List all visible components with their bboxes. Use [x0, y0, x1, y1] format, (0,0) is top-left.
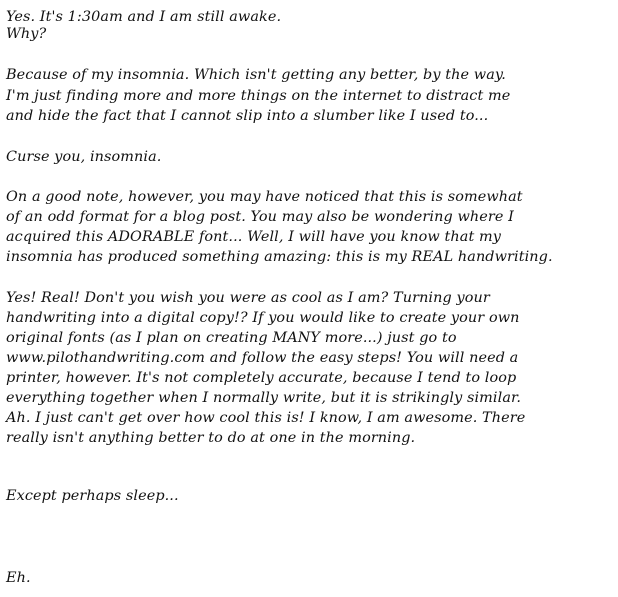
text-line: and hide the fact that I cannot slip into a slumber like I used to...	[6, 108, 489, 124]
text-line: everything together when I normally write, but it is strikingly similar.	[6, 390, 522, 406]
text-line: handwriting into a digital copy!? If you would like to create your own	[6, 310, 520, 326]
text-line: acquired this ADORABLE font... Well, I will have you know that my	[6, 229, 501, 245]
text-line: Except perhaps sleep...	[6, 488, 179, 504]
text-line: Eh.	[6, 570, 31, 586]
text-line: Because of my insomnia. Which isn't getting any better, by the way.	[6, 67, 506, 83]
text-line: Ah. I just can't get over how cool this is! I know, I am awesome. There	[6, 410, 526, 426]
text-line: printer, however. It's not completely accurate, because I tend to loop	[6, 370, 517, 386]
text-line: insomnia has produced something amazing: this is my REAL handwriting.	[6, 249, 553, 265]
text-line: Yes! Real! Don't you wish you were as cool as I am? Turning your	[6, 290, 490, 306]
text-line: Curse you, insomnia.	[6, 149, 162, 165]
text-line: On a good note, however, you may have noticed that this is somewhat	[6, 189, 523, 205]
text-line: Why?	[6, 26, 47, 42]
text-line: really isn't anything better to do at one in the morning.	[6, 430, 416, 446]
text-line: www.pilothandwriting.com and follow the easy steps! You will need a	[6, 350, 519, 366]
text-line: I'm just finding more and more things on the internet to distract me	[6, 88, 511, 104]
text-line: of an odd format for a blog post. You may also be wondering where I	[6, 209, 514, 225]
text-line: Yes. It's 1:30am and I am still awake.	[6, 9, 282, 25]
text-line: original fonts (as I plan on creating MANY more...) just go to	[6, 330, 457, 346]
